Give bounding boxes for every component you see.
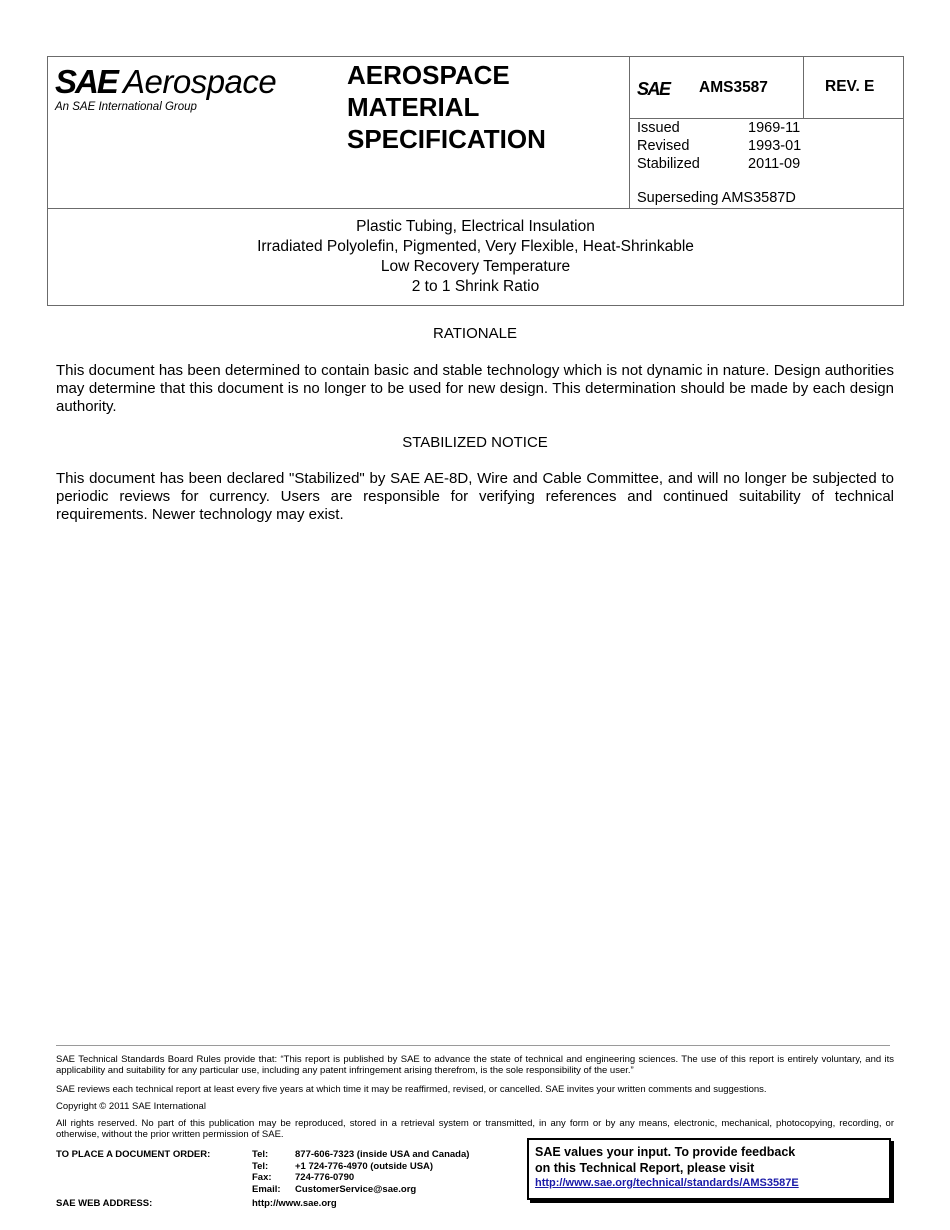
- feedback-text: on this Technical Report, please visit: [535, 1161, 755, 1175]
- contact-row: [252, 1184, 469, 1196]
- revision-label: REV. E: [825, 78, 875, 95]
- footer-rule: [56, 1045, 890, 1046]
- contact-fax: 724-776-0790: [295, 1172, 355, 1183]
- document-title-line: 2 to 1 Shrink Ratio: [411, 278, 540, 295]
- contact-phone[interactable]: 877-606-7323 (inside USA and Canada): [295, 1149, 470, 1160]
- contact-key: Fax:: [252, 1172, 272, 1183]
- date-value: 1993-01: [748, 138, 802, 154]
- rationale-heading: RATIONALE: [433, 325, 517, 342]
- contact-key: Tel:: [252, 1149, 269, 1160]
- document-number: AMS3587: [699, 79, 768, 96]
- rationale-text: This document has been determined to contain basic and stable technology which is not dynamic in nature. Design authorities may determine that this document is no longer to be used for new design. This determination should be made by each design authority.: [56, 362, 894, 415]
- contact-key: Tel:: [252, 1160, 269, 1172]
- date-label: Stabilized: [637, 156, 700, 172]
- contact-email[interactable]: CustomerService@sae.org: [295, 1183, 417, 1195]
- date-value: 2011-09: [748, 156, 801, 172]
- date-label: Revised: [637, 138, 690, 154]
- date-row-stabilized: [637, 155, 801, 173]
- contact-key: Email:: [252, 1183, 281, 1195]
- feedback-text: SAE values your input. To provide feedback: [535, 1145, 796, 1159]
- order-label: TO PLACE A DOCUMENT ORDER:: [56, 1149, 211, 1160]
- contact-row: [252, 1149, 469, 1161]
- logo-brand: SAE: [55, 63, 117, 100]
- rights-text: All rights reserved. No part of this publication may be reproduced, stored in a retrieval system or transmitted, in any form or by any means, electronic, mechanical, photocopying, recording, or otherwise, without the prior written permission of SAE.: [56, 1118, 894, 1140]
- stabilized-notice-text: This document has been declared "Stabilized" by SAE AE-8D, Wire and Cable Committee, and will no longer be subjected to periodic reviews for currency. Users are responsible for verifying references and continued suitability of technical requirements. Newer technology may exist.: [56, 470, 894, 523]
- spec-type-line: AEROSPACE: [347, 60, 510, 90]
- web-address-link[interactable]: http://www.sae.org: [252, 1198, 337, 1209]
- contact-phone[interactable]: +1 724-776-4970 (outside USA): [295, 1160, 434, 1172]
- divider: [803, 57, 804, 118]
- web-address-label: SAE WEB ADDRESS:: [56, 1198, 153, 1209]
- spec-type-line: MATERIAL: [347, 92, 480, 122]
- document-title: [48, 217, 903, 297]
- date-value: 1969-11: [748, 120, 801, 136]
- document-title-line: Plastic Tubing, Electrical Insulation: [356, 218, 595, 235]
- contact-row: [252, 1161, 469, 1173]
- stabilized-notice-heading: STABILIZED NOTICE: [402, 434, 548, 451]
- superseding-note: Superseding AMS3587D: [637, 190, 796, 206]
- document-header: [47, 56, 904, 306]
- logo-product: Aerospace: [123, 63, 277, 100]
- logo-tagline: An SAE International Group: [55, 101, 197, 113]
- sae-mark: SAE: [637, 79, 670, 99]
- date-history: [637, 119, 801, 173]
- document-title-line: Low Recovery Temperature: [380, 258, 571, 275]
- board-rules-text: SAE Technical Standards Board Rules provide that: “This report is published by SAE to advance the state of technical and engineering sciences. The use of this report is entirely voluntary, and its applicability and suitability for any particular use, including any patent infringement arising therefrom, is the sole responsibility of the user.”: [56, 1054, 894, 1076]
- review-text: SAE reviews each technical report at least every five years at which time it may be reaffirmed, revised, or cancelled. SAE invites your written comments and suggestions.: [56, 1084, 767, 1095]
- contact-row: [252, 1172, 469, 1184]
- date-label: Issued: [637, 120, 680, 136]
- spec-type-title: [347, 59, 546, 155]
- feedback-link[interactable]: http://www.sae.org/technical/standards/AMS3587E: [535, 1177, 799, 1189]
- spec-type-line: SPECIFICATION: [347, 124, 546, 154]
- feedback-box: [527, 1138, 891, 1200]
- date-row-revised: [637, 137, 801, 155]
- divider: [629, 57, 630, 209]
- order-contacts: [252, 1149, 469, 1195]
- document-title-line: Irradiated Polyolefin, Pigmented, Very Flexible, Heat-Shrinkable: [257, 238, 694, 255]
- sae-aerospace-logo: [55, 61, 295, 119]
- copyright-text: Copyright © 2011 SAE International: [56, 1101, 206, 1112]
- date-row-issued: [637, 119, 801, 137]
